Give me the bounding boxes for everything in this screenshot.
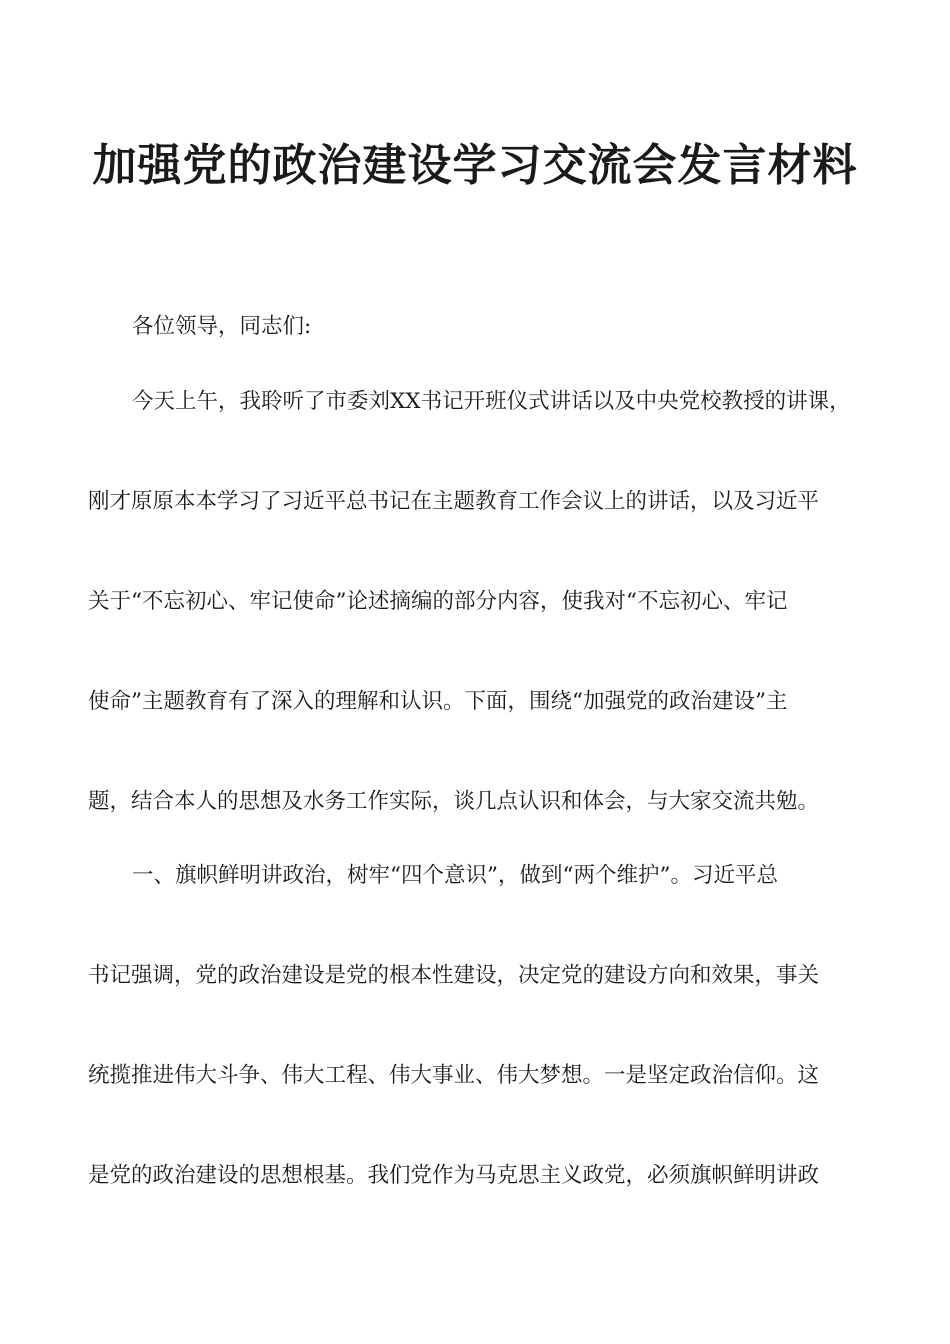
salutation-line: 各位领导，同志们: [132,314,312,339]
body-line: 题，结合本人的思想及水务工作实际，谈几点认识和体会，与大家交流共勉。 [88,789,820,814]
body-line: 使命”主题教育有了深入的理解和认识。下面，围绕“加强党的政治建设”主 [88,689,788,714]
section-heading-line: 一、旗帜鲜明讲政治，树牢“四个意识”，做到“两个维护”。习近平总 [132,863,778,888]
document-title: 加强党的政治建设学习交流会发言材料 [92,140,858,191]
body-line: 是党的政治建设的思想根基。我们党作为马克思主义政党，必须旗帜鲜明讲政 [88,1163,820,1188]
body-line: 刚才原原本本学习了习近平总书记在主题教育工作会议上的讲话，以及习近平 [88,489,820,514]
body-line: 统揽推进伟大斗争、伟大工程、伟大事业、伟大梦想。一是坚定政治信仰。这 [88,1063,820,1088]
body-line: 书记强调，党的政治建设是党的根本性建设，决定党的建设方向和效果，事关 [88,963,820,988]
body-line: 关于“不忘初心、牢记使命”论述摘编的部分内容，使我对“不忘初心、牢记 [88,589,788,614]
body-line: 今天上午，我聆听了市委刘XX书记开班仪式讲话以及中央党校教授的讲课， [132,389,851,414]
